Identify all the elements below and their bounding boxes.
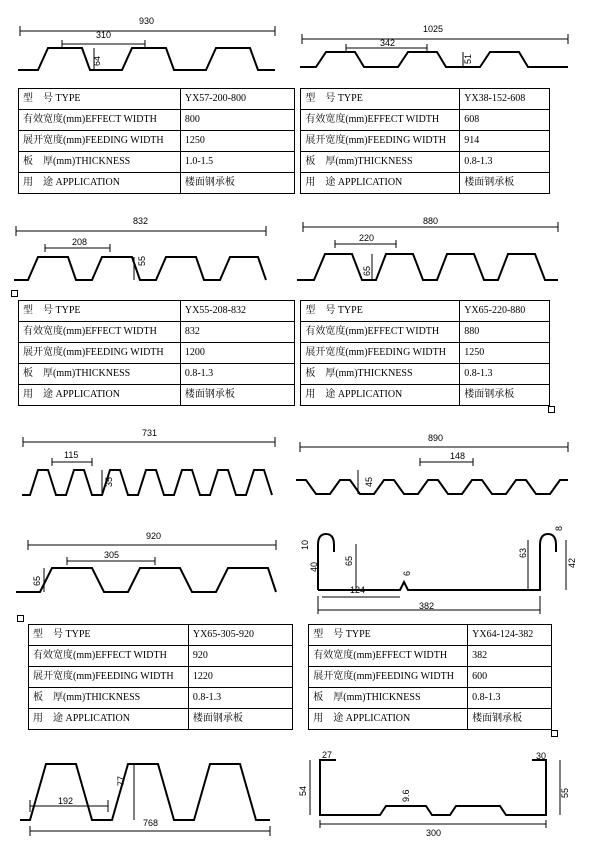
dim-text: 930 bbox=[139, 16, 155, 26]
cell-value: 832 bbox=[180, 322, 295, 343]
dim-text: 63 bbox=[518, 547, 528, 558]
row-label: 板 厚(mm)THICKNESS bbox=[29, 688, 189, 709]
row-label: 有效宽度(mm)EFFECT WIDTH bbox=[19, 110, 181, 131]
dim-text: 77 bbox=[116, 775, 126, 786]
dim-text: 832 bbox=[133, 216, 149, 226]
profile-drawing-731 bbox=[22, 437, 275, 495]
row-label: 用 途 APPLICATION bbox=[19, 173, 181, 194]
dim-text: 65 bbox=[32, 575, 42, 586]
spec-table-3 bbox=[28, 624, 552, 730]
row-label: 板 厚(mm)THICKNESS bbox=[301, 364, 460, 385]
dim-text: 1025 bbox=[423, 24, 444, 34]
dim-text: 220 bbox=[359, 233, 375, 243]
cell-value: 0.8-1.3 bbox=[188, 688, 293, 709]
table-row bbox=[29, 625, 552, 646]
table-row bbox=[19, 301, 550, 322]
table-anchor-mark bbox=[17, 615, 24, 622]
dim-text: 27 bbox=[322, 750, 333, 760]
cell-value: 楼面钢承板 bbox=[468, 709, 552, 730]
cell-value: 1200 bbox=[180, 343, 295, 364]
table-row bbox=[19, 110, 550, 131]
row-label: 用 途 APPLICATION bbox=[309, 709, 468, 730]
dim-text: 10 bbox=[300, 539, 310, 550]
row-label: 展开宽度(mm)FEEDING WIDTH bbox=[301, 131, 460, 152]
row-label: 有效宽度(mm)EFFECT WIDTH bbox=[29, 646, 189, 667]
cell-value: 0.8-1.3 bbox=[468, 688, 552, 709]
row-label: 型 号 TYPE bbox=[301, 89, 460, 110]
cell-value: 608 bbox=[460, 110, 550, 131]
dim-text: 880 bbox=[423, 216, 439, 226]
row-label: 有效宽度(mm)EFFECT WIDTH bbox=[301, 110, 460, 131]
cell-value: 楼面钢承板 bbox=[180, 173, 295, 194]
row-label: 型 号 TYPE bbox=[301, 301, 460, 322]
cell-value: 楼面钢承板 bbox=[180, 385, 295, 406]
table-row bbox=[19, 152, 550, 173]
cell-value: 楼面钢承板 bbox=[460, 385, 550, 406]
cell-value: YX38-152-608 bbox=[460, 89, 550, 110]
profile-drawing-832 bbox=[14, 226, 266, 280]
dim-text: 920 bbox=[146, 531, 162, 541]
dim-text: 8 bbox=[554, 525, 564, 531]
table-row bbox=[19, 322, 550, 343]
row-label: 型 号 TYPE bbox=[19, 89, 181, 110]
cell-value: 1250 bbox=[460, 343, 550, 364]
table-row bbox=[19, 173, 550, 194]
dim-text: 148 bbox=[450, 451, 466, 461]
profile-drawing-920 bbox=[16, 540, 276, 592]
row-label: 板 厚(mm)THICKNESS bbox=[301, 152, 460, 173]
dim-text: 40 bbox=[309, 561, 319, 572]
table-row bbox=[29, 646, 552, 667]
row-label: 型 号 TYPE bbox=[19, 301, 181, 322]
profile-drawing-880 bbox=[297, 222, 558, 280]
row-label: 有效宽度(mm)EFFECT WIDTH bbox=[19, 322, 181, 343]
table-row bbox=[29, 688, 552, 709]
row-label: 型 号 TYPE bbox=[29, 625, 189, 646]
row-label: 展开宽度(mm)FEEDING WIDTH bbox=[301, 343, 460, 364]
cell-value: 0.8-1.3 bbox=[180, 364, 295, 385]
dim-text: 115 bbox=[64, 450, 79, 460]
dim-text: 310 bbox=[96, 30, 112, 40]
table-row bbox=[29, 709, 552, 730]
cell-value: 楼面钢承板 bbox=[188, 709, 293, 730]
table-row bbox=[19, 343, 550, 364]
cell-value: YX57-200-800 bbox=[180, 89, 295, 110]
dim-text: 731 bbox=[142, 428, 158, 438]
dim-text: 42 bbox=[567, 557, 577, 568]
row-label: 板 厚(mm)THICKNESS bbox=[309, 688, 468, 709]
row-label: 用 途 APPLICATION bbox=[301, 385, 460, 406]
row-label: 用 途 APPLICATION bbox=[301, 173, 460, 194]
dim-text: 768 bbox=[143, 818, 159, 828]
dim-text: 65 bbox=[344, 555, 354, 566]
row-label: 展开宽度(mm)FEEDING WIDTH bbox=[19, 131, 181, 152]
cell-value: YX64-124-382 bbox=[468, 625, 552, 646]
dim-text: 124 bbox=[350, 585, 366, 595]
profile-drawing-300 bbox=[310, 760, 560, 828]
cell-value: 880 bbox=[460, 322, 550, 343]
profile-drawing-382 bbox=[318, 534, 566, 614]
row-label: 展开宽度(mm)FEEDING WIDTH bbox=[29, 667, 189, 688]
row-label: 展开宽度(mm)FEEDING WIDTH bbox=[309, 667, 468, 688]
cell-value: 920 bbox=[188, 646, 293, 667]
table-row bbox=[29, 667, 552, 688]
dim-text: 6 bbox=[402, 570, 412, 576]
table-row bbox=[19, 89, 550, 110]
profile-drawing-1025 bbox=[300, 34, 568, 67]
table-anchor-mark bbox=[11, 290, 18, 297]
table-row bbox=[19, 131, 550, 152]
cell-value: 0.8-1.3 bbox=[460, 152, 550, 173]
table-row bbox=[19, 385, 550, 406]
spec-table-1 bbox=[18, 88, 550, 194]
profile-drawing-930 bbox=[18, 26, 275, 70]
row-label: 有效宽度(mm)EFFECT WIDTH bbox=[309, 646, 468, 667]
row-label: 板 厚(mm)THICKNESS bbox=[19, 152, 181, 173]
row-label: 有效宽度(mm)EFFECT WIDTH bbox=[301, 322, 460, 343]
row-label: 用 途 APPLICATION bbox=[29, 709, 189, 730]
dim-text: 890 bbox=[428, 433, 444, 443]
cell-value: 382 bbox=[468, 646, 552, 667]
cell-value: YX65-305-920 bbox=[188, 625, 293, 646]
dim-text: 64 bbox=[92, 55, 102, 66]
row-label: 型 号 TYPE bbox=[309, 625, 468, 646]
dim-text: 35 bbox=[104, 476, 114, 487]
profile-drawing-890 bbox=[296, 442, 568, 494]
dim-text: 300 bbox=[426, 828, 442, 838]
cell-value: 800 bbox=[180, 110, 295, 131]
row-label: 展开宽度(mm)FEEDING WIDTH bbox=[19, 343, 181, 364]
cell-value: 1220 bbox=[188, 667, 293, 688]
dim-text: 45 bbox=[364, 476, 374, 487]
dim-text: 305 bbox=[104, 550, 120, 560]
dim-text: 342 bbox=[380, 38, 396, 48]
cell-value: 1.0-1.5 bbox=[180, 152, 295, 173]
dim-text: 55 bbox=[137, 255, 147, 266]
cell-value: YX55-208-832 bbox=[180, 301, 295, 322]
dim-text: 192 bbox=[58, 796, 74, 806]
dim-text: 55 bbox=[560, 787, 570, 798]
dim-text: 51 bbox=[463, 53, 473, 64]
dim-text: 30 bbox=[536, 751, 547, 761]
dim-text: 65 bbox=[362, 265, 372, 276]
cell-value: 600 bbox=[468, 667, 552, 688]
cell-value: 1250 bbox=[180, 131, 295, 152]
dim-text: 382 bbox=[419, 601, 435, 611]
table-anchor-mark bbox=[551, 730, 558, 737]
dim-text: 54 bbox=[298, 785, 308, 796]
spec-table-2 bbox=[18, 300, 550, 406]
cell-value: 楼面钢承板 bbox=[460, 173, 550, 194]
row-label: 板 厚(mm)THICKNESS bbox=[19, 364, 181, 385]
cell-value: 914 bbox=[460, 131, 550, 152]
dim-text: 208 bbox=[72, 237, 88, 247]
table-row bbox=[19, 364, 550, 385]
cell-value: YX65-220-880 bbox=[460, 301, 550, 322]
row-label: 用 途 APPLICATION bbox=[19, 385, 181, 406]
table-anchor-mark bbox=[548, 406, 555, 413]
cell-value: 0.8-1.3 bbox=[460, 364, 550, 385]
dim-text: 9.6 bbox=[401, 789, 411, 802]
